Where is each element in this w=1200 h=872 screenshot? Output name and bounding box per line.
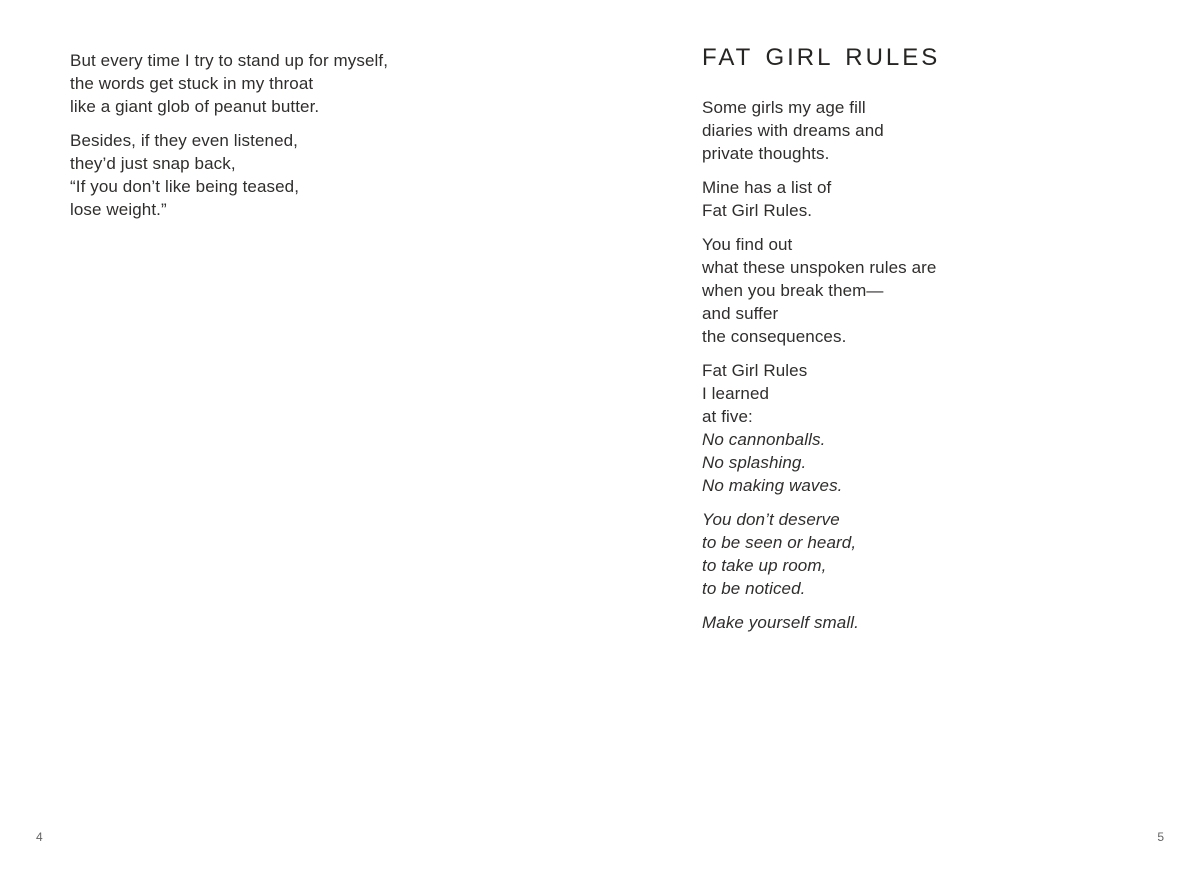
poem-stanza (702, 359, 1102, 497)
poem-stanza (702, 176, 1102, 222)
poem-line: No cannonballs. (702, 430, 826, 449)
poem-line: Some girls my age fill (702, 98, 866, 117)
poem-line: I learned (702, 384, 770, 403)
poem-line: diaries with dreams and (702, 121, 884, 140)
poem-title: FAT GIRL RULES (702, 44, 941, 71)
poem-line: they’d just snap back, (70, 154, 236, 173)
poem-stanza (702, 508, 1102, 600)
poem-line: No splashing. (702, 453, 807, 472)
poem-line: to take up room, (702, 556, 827, 575)
poem-line: private thoughts. (702, 144, 830, 163)
poem-line: You don’t deserve (702, 510, 840, 529)
page-number-left: 4 (36, 830, 43, 844)
poem-line: Make yourself small. (702, 613, 859, 632)
poem-line: like a giant glob of peanut butter. (70, 97, 320, 116)
right-page-poem (702, 96, 1102, 634)
poem-line: No making waves. (702, 476, 843, 495)
poem-line: and suffer (702, 304, 779, 323)
poem-line: But every time I try to stand up for myself, (70, 51, 389, 70)
poem-line: Fat Girl Rules (702, 361, 808, 380)
poem-line: Mine has a list of (702, 178, 832, 197)
poem-line: lose weight.” (70, 200, 167, 219)
poem-stanza (70, 49, 530, 118)
poem-line: “If you don’t like being teased, (70, 177, 300, 196)
poem-line: You find out (702, 235, 793, 254)
poem-stanza (702, 233, 1102, 348)
right-page-content (702, 44, 1102, 645)
poem-stanza (70, 129, 530, 221)
poem-line: Fat Girl Rules. (702, 201, 813, 220)
poem-line: the words get stuck in my throat (70, 74, 314, 93)
poem-line: what these unspoken rules are (702, 258, 937, 277)
poem-line: when you break them— (702, 281, 884, 300)
poem-line: at five: (702, 407, 753, 426)
left-page-poem (70, 49, 530, 232)
poem-line: to be seen or heard, (702, 533, 857, 552)
poem-line: to be noticed. (702, 579, 806, 598)
poem-stanza (702, 96, 1102, 165)
page-number-right: 5 (1157, 830, 1164, 844)
poem-line: the consequences. (702, 327, 847, 346)
poem-line: Besides, if they even listened, (70, 131, 299, 150)
poem-stanza (702, 611, 1102, 634)
